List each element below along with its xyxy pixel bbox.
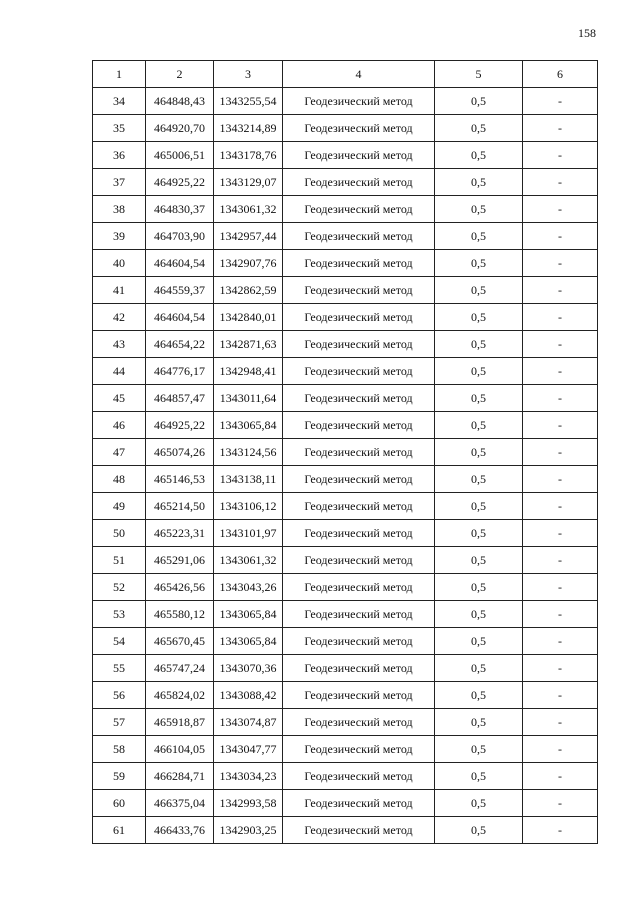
cell-x-coordinate: 465670,45 (146, 628, 214, 655)
cell-method: Геодезический метод (283, 547, 435, 574)
cell-method: Геодезический метод (283, 439, 435, 466)
cell-accuracy: 0,5 (435, 88, 523, 115)
cell-y-coordinate: 1343124,56 (214, 439, 283, 466)
cell-y-coordinate: 1342862,59 (214, 277, 283, 304)
cell-point-number: 50 (93, 520, 146, 547)
cell-note: - (523, 628, 598, 655)
cell-y-coordinate: 1342948,41 (214, 358, 283, 385)
table-row (93, 412, 598, 439)
cell-accuracy: 0,5 (435, 196, 523, 223)
cell-y-coordinate: 1343065,84 (214, 412, 283, 439)
cell-method: Геодезический метод (283, 385, 435, 412)
cell-method: Геодезический метод (283, 736, 435, 763)
cell-x-coordinate: 464920,70 (146, 115, 214, 142)
cell-y-coordinate: 1342957,44 (214, 223, 283, 250)
cell-point-number: 37 (93, 169, 146, 196)
cell-y-coordinate: 1342907,76 (214, 250, 283, 277)
cell-y-coordinate: 1342871,63 (214, 331, 283, 358)
cell-x-coordinate: 465426,56 (146, 574, 214, 601)
cell-note: - (523, 250, 598, 277)
table-row (93, 736, 598, 763)
cell-accuracy: 0,5 (435, 493, 523, 520)
cell-accuracy: 0,5 (435, 277, 523, 304)
cell-y-coordinate: 1343129,07 (214, 169, 283, 196)
cell-note: - (523, 412, 598, 439)
cell-y-coordinate: 1343214,89 (214, 115, 283, 142)
cell-y-coordinate: 1343255,54 (214, 88, 283, 115)
cell-accuracy: 0,5 (435, 115, 523, 142)
column-header: 6 (523, 61, 598, 88)
table-body (93, 88, 598, 844)
cell-y-coordinate: 1342840,01 (214, 304, 283, 331)
cell-accuracy: 0,5 (435, 250, 523, 277)
cell-x-coordinate: 466284,71 (146, 763, 214, 790)
cell-point-number: 35 (93, 115, 146, 142)
cell-accuracy: 0,5 (435, 817, 523, 844)
cell-y-coordinate: 1342993,58 (214, 790, 283, 817)
cell-point-number: 46 (93, 412, 146, 439)
cell-accuracy: 0,5 (435, 466, 523, 493)
table-row (93, 142, 598, 169)
cell-x-coordinate: 464776,17 (146, 358, 214, 385)
cell-note: - (523, 223, 598, 250)
cell-x-coordinate: 464703,90 (146, 223, 214, 250)
cell-note: - (523, 277, 598, 304)
cell-y-coordinate: 1343065,84 (214, 601, 283, 628)
cell-method: Геодезический метод (283, 817, 435, 844)
table-row (93, 196, 598, 223)
table-row (93, 790, 598, 817)
cell-x-coordinate: 464559,37 (146, 277, 214, 304)
cell-point-number: 41 (93, 277, 146, 304)
cell-method: Геодезический метод (283, 88, 435, 115)
table-row (93, 817, 598, 844)
cell-point-number: 39 (93, 223, 146, 250)
table-row (93, 628, 598, 655)
cell-accuracy: 0,5 (435, 547, 523, 574)
cell-point-number: 45 (93, 385, 146, 412)
cell-note: - (523, 358, 598, 385)
cell-y-coordinate: 1343070,36 (214, 655, 283, 682)
cell-note: - (523, 682, 598, 709)
cell-method: Геодезический метод (283, 574, 435, 601)
cell-accuracy: 0,5 (435, 682, 523, 709)
page-number: 158 (578, 26, 596, 40)
cell-method: Геодезический метод (283, 628, 435, 655)
cell-x-coordinate: 465747,24 (146, 655, 214, 682)
cell-point-number: 61 (93, 817, 146, 844)
cell-method: Геодезический метод (283, 493, 435, 520)
cell-method: Геодезический метод (283, 655, 435, 682)
cell-method: Геодезический метод (283, 196, 435, 223)
cell-y-coordinate: 1343101,97 (214, 520, 283, 547)
table-row (93, 763, 598, 790)
cell-point-number: 57 (93, 709, 146, 736)
column-header: 2 (146, 61, 214, 88)
cell-x-coordinate: 466433,76 (146, 817, 214, 844)
table-row (93, 88, 598, 115)
cell-point-number: 59 (93, 763, 146, 790)
cell-accuracy: 0,5 (435, 385, 523, 412)
table-row (93, 547, 598, 574)
cell-note: - (523, 601, 598, 628)
table-header-row (93, 61, 598, 88)
cell-accuracy: 0,5 (435, 439, 523, 466)
cell-x-coordinate: 465146,53 (146, 466, 214, 493)
table-row (93, 439, 598, 466)
table-row (93, 304, 598, 331)
cell-note: - (523, 790, 598, 817)
column-header: 1 (93, 61, 146, 88)
cell-point-number: 34 (93, 88, 146, 115)
cell-accuracy: 0,5 (435, 169, 523, 196)
cell-x-coordinate: 464848,43 (146, 88, 214, 115)
table-row (93, 574, 598, 601)
table-row (93, 520, 598, 547)
cell-point-number: 49 (93, 493, 146, 520)
cell-note: - (523, 115, 598, 142)
cell-note: - (523, 655, 598, 682)
cell-note: - (523, 709, 598, 736)
coordinates-table (92, 60, 598, 844)
cell-x-coordinate: 465214,50 (146, 493, 214, 520)
cell-x-coordinate: 466104,05 (146, 736, 214, 763)
cell-point-number: 40 (93, 250, 146, 277)
cell-method: Геодезический метод (283, 682, 435, 709)
cell-note: - (523, 520, 598, 547)
table-row (93, 682, 598, 709)
cell-note: - (523, 142, 598, 169)
cell-x-coordinate: 465918,87 (146, 709, 214, 736)
cell-accuracy: 0,5 (435, 574, 523, 601)
cell-x-coordinate: 464654,22 (146, 331, 214, 358)
table-row (93, 169, 598, 196)
cell-method: Геодезический метод (283, 142, 435, 169)
cell-x-coordinate: 465580,12 (146, 601, 214, 628)
cell-note: - (523, 385, 598, 412)
cell-accuracy: 0,5 (435, 223, 523, 250)
cell-method: Геодезический метод (283, 169, 435, 196)
cell-accuracy: 0,5 (435, 790, 523, 817)
cell-note: - (523, 88, 598, 115)
cell-method: Геодезический метод (283, 709, 435, 736)
cell-x-coordinate: 464925,22 (146, 169, 214, 196)
cell-x-coordinate: 464830,37 (146, 196, 214, 223)
table-row (93, 250, 598, 277)
cell-x-coordinate: 465223,31 (146, 520, 214, 547)
cell-note: - (523, 196, 598, 223)
cell-point-number: 48 (93, 466, 146, 493)
cell-accuracy: 0,5 (435, 304, 523, 331)
cell-point-number: 58 (93, 736, 146, 763)
cell-x-coordinate: 464604,54 (146, 250, 214, 277)
cell-method: Геодезический метод (283, 304, 435, 331)
cell-method: Геодезический метод (283, 763, 435, 790)
cell-point-number: 43 (93, 331, 146, 358)
cell-accuracy: 0,5 (435, 358, 523, 385)
cell-method: Геодезический метод (283, 601, 435, 628)
cell-x-coordinate: 465006,51 (146, 142, 214, 169)
cell-y-coordinate: 1343061,32 (214, 196, 283, 223)
table-row (93, 466, 598, 493)
cell-point-number: 44 (93, 358, 146, 385)
cell-x-coordinate: 465291,06 (146, 547, 214, 574)
cell-y-coordinate: 1343043,26 (214, 574, 283, 601)
cell-method: Геодезический метод (283, 358, 435, 385)
cell-accuracy: 0,5 (435, 412, 523, 439)
cell-y-coordinate: 1343106,12 (214, 493, 283, 520)
cell-x-coordinate: 464925,22 (146, 412, 214, 439)
cell-method: Геодезический метод (283, 412, 435, 439)
table-row (93, 493, 598, 520)
table-row (93, 385, 598, 412)
cell-x-coordinate: 464604,54 (146, 304, 214, 331)
cell-method: Геодезический метод (283, 115, 435, 142)
cell-point-number: 53 (93, 601, 146, 628)
column-header: 5 (435, 61, 523, 88)
cell-y-coordinate: 1343061,32 (214, 547, 283, 574)
table-row (93, 223, 598, 250)
cell-point-number: 38 (93, 196, 146, 223)
cell-point-number: 51 (93, 547, 146, 574)
cell-note: - (523, 763, 598, 790)
table-row (93, 709, 598, 736)
cell-point-number: 55 (93, 655, 146, 682)
cell-point-number: 56 (93, 682, 146, 709)
cell-y-coordinate: 1343088,42 (214, 682, 283, 709)
cell-point-number: 47 (93, 439, 146, 466)
cell-x-coordinate: 465074,26 (146, 439, 214, 466)
cell-note: - (523, 169, 598, 196)
cell-method: Геодезический метод (283, 466, 435, 493)
cell-x-coordinate: 465824,02 (146, 682, 214, 709)
cell-point-number: 60 (93, 790, 146, 817)
cell-y-coordinate: 1343065,84 (214, 628, 283, 655)
cell-method: Геодезический метод (283, 250, 435, 277)
cell-y-coordinate: 1343011,64 (214, 385, 283, 412)
column-header: 4 (283, 61, 435, 88)
cell-y-coordinate: 1342903,25 (214, 817, 283, 844)
cell-y-coordinate: 1343047,77 (214, 736, 283, 763)
cell-note: - (523, 493, 598, 520)
cell-note: - (523, 439, 598, 466)
cell-method: Геодезический метод (283, 790, 435, 817)
cell-accuracy: 0,5 (435, 628, 523, 655)
table-row (93, 115, 598, 142)
cell-point-number: 36 (93, 142, 146, 169)
cell-accuracy: 0,5 (435, 655, 523, 682)
cell-x-coordinate: 464857,47 (146, 385, 214, 412)
table-row (93, 331, 598, 358)
cell-y-coordinate: 1343138,11 (214, 466, 283, 493)
cell-accuracy: 0,5 (435, 142, 523, 169)
cell-method: Геодезический метод (283, 223, 435, 250)
cell-note: - (523, 331, 598, 358)
cell-accuracy: 0,5 (435, 520, 523, 547)
table-row (93, 277, 598, 304)
cell-y-coordinate: 1343074,87 (214, 709, 283, 736)
table-row (93, 358, 598, 385)
cell-method: Геодезический метод (283, 331, 435, 358)
table-row (93, 601, 598, 628)
cell-point-number: 54 (93, 628, 146, 655)
cell-point-number: 52 (93, 574, 146, 601)
cell-note: - (523, 466, 598, 493)
cell-accuracy: 0,5 (435, 601, 523, 628)
cell-y-coordinate: 1343034,23 (214, 763, 283, 790)
cell-note: - (523, 304, 598, 331)
cell-note: - (523, 574, 598, 601)
cell-note: - (523, 547, 598, 574)
cell-accuracy: 0,5 (435, 763, 523, 790)
cell-accuracy: 0,5 (435, 709, 523, 736)
table-row (93, 655, 598, 682)
cell-note: - (523, 817, 598, 844)
cell-point-number: 42 (93, 304, 146, 331)
cell-accuracy: 0,5 (435, 736, 523, 763)
cell-method: Геодезический метод (283, 520, 435, 547)
cell-y-coordinate: 1343178,76 (214, 142, 283, 169)
cell-accuracy: 0,5 (435, 331, 523, 358)
cell-x-coordinate: 466375,04 (146, 790, 214, 817)
cell-note: - (523, 736, 598, 763)
cell-method: Геодезический метод (283, 277, 435, 304)
column-header: 3 (214, 61, 283, 88)
